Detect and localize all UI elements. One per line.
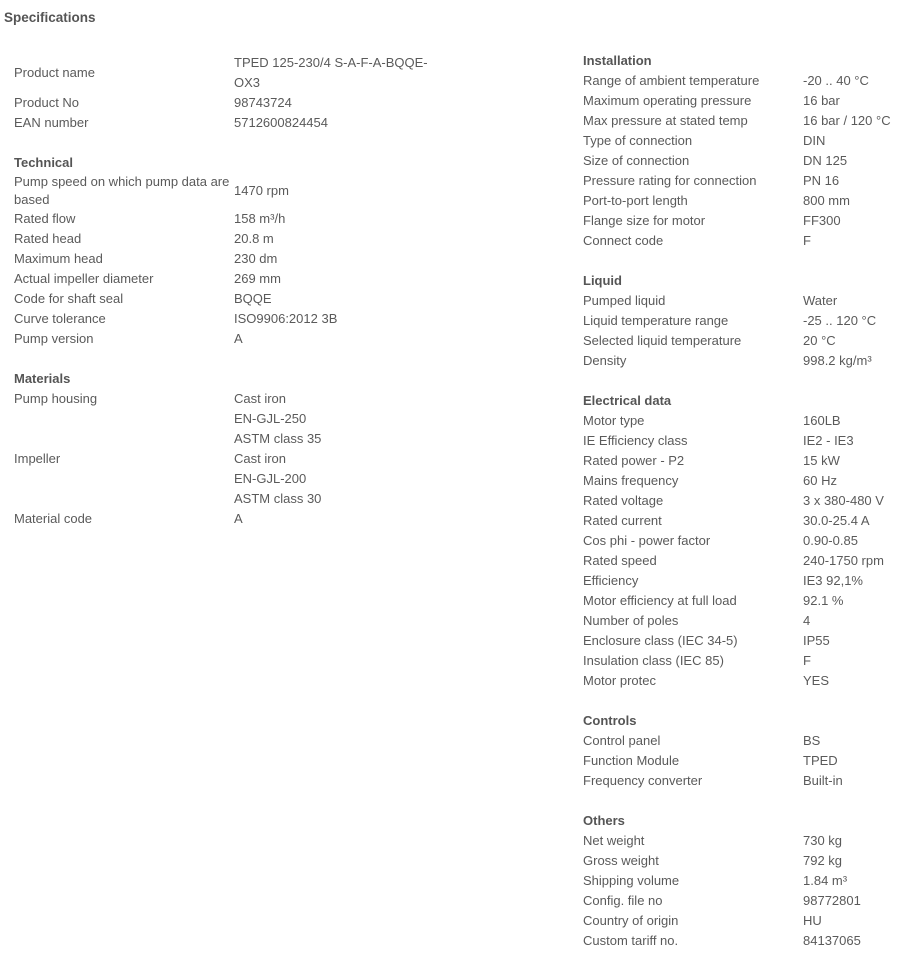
spec-label-line: Maximum head bbox=[14, 251, 103, 266]
spec-value-line: BQQE bbox=[234, 291, 272, 306]
spec-label: Density bbox=[583, 353, 627, 368]
spec-label: Port-to-port length bbox=[583, 193, 688, 208]
section-gap bbox=[14, 133, 444, 153]
spec-row bbox=[583, 911, 908, 931]
spec-row bbox=[583, 491, 908, 511]
spec-label-line: Code for shaft seal bbox=[14, 291, 124, 306]
spec-row bbox=[583, 931, 908, 951]
spec-row bbox=[583, 731, 908, 751]
spec-value-line: 20.8 m bbox=[234, 231, 274, 246]
spec-label: Rated power - P2 bbox=[583, 453, 685, 468]
spec-label: Motor efficiency at full load bbox=[583, 593, 737, 608]
spec-label: Number of poles bbox=[583, 613, 679, 628]
section-title-electrical-data: Electrical data bbox=[583, 393, 672, 408]
spec-value bbox=[234, 229, 274, 249]
spec-row bbox=[583, 771, 908, 791]
spec-label: Control panel bbox=[583, 733, 661, 748]
spec-row bbox=[583, 651, 908, 671]
spec-row bbox=[14, 449, 444, 509]
spec-label: Rated voltage bbox=[583, 493, 664, 508]
spec-value: 16 bar / 120 °C bbox=[803, 113, 891, 128]
spec-label-line: Pump housing bbox=[14, 391, 98, 406]
spec-row bbox=[14, 509, 444, 529]
spec-row bbox=[583, 171, 908, 191]
spec-label bbox=[14, 509, 234, 529]
spec-label-line: Rated flow bbox=[14, 211, 76, 226]
spec-row bbox=[583, 71, 908, 91]
spec-label: Motor protec bbox=[583, 673, 656, 688]
spec-value: 792 kg bbox=[803, 853, 843, 868]
spec-label: Frequency converter bbox=[583, 773, 703, 788]
spec-label bbox=[14, 229, 234, 249]
spec-value: 20 °C bbox=[803, 333, 836, 348]
spec-value-line: 98743724 bbox=[234, 95, 292, 110]
spec-label-line: Pump speed on which pump data are bbox=[14, 174, 230, 189]
spec-value-line: A bbox=[234, 511, 243, 526]
spec-label: Efficiency bbox=[583, 573, 639, 588]
spec-value bbox=[234, 329, 243, 349]
spec-row bbox=[14, 113, 444, 133]
spec-value: 30.0-25.4 A bbox=[803, 513, 870, 528]
spec-row bbox=[583, 211, 908, 231]
spec-value: 98772801 bbox=[803, 893, 861, 908]
spec-value: TPED bbox=[803, 753, 838, 768]
spec-row bbox=[583, 411, 908, 431]
spec-value: DIN bbox=[803, 133, 826, 148]
spec-value: FF300 bbox=[803, 213, 841, 228]
section-gap bbox=[583, 791, 908, 811]
spec-row bbox=[14, 389, 444, 449]
right-content bbox=[583, 51, 908, 951]
spec-label: Max pressure at stated temp bbox=[583, 113, 748, 128]
spec-value-line: 269 mm bbox=[234, 271, 281, 286]
spec-value: 998.2 kg/m³ bbox=[803, 353, 872, 368]
spec-value bbox=[234, 113, 328, 133]
page-title: Specifications bbox=[4, 10, 96, 25]
spec-value: HU bbox=[803, 913, 822, 928]
spec-value: F bbox=[803, 653, 811, 668]
spec-label: Config. file no bbox=[583, 893, 663, 908]
spec-value: F bbox=[803, 233, 811, 248]
spec-label-line: Pump version bbox=[14, 331, 94, 346]
spec-value-line: 158 m³/h bbox=[234, 211, 286, 226]
spec-label-line: Material code bbox=[14, 511, 93, 526]
spec-label: Pressure rating for connection bbox=[583, 173, 757, 188]
spec-label: Range of ambient temperature bbox=[583, 73, 760, 88]
spec-row bbox=[583, 231, 908, 251]
spec-value-line: TPED 125-230/4 S-A-F-A-BQQE- bbox=[234, 55, 428, 70]
spec-value: Built-in bbox=[803, 773, 843, 788]
spec-row bbox=[583, 571, 908, 591]
section-gap bbox=[14, 349, 444, 369]
spec-value: 240-1750 rpm bbox=[803, 553, 884, 568]
spec-value bbox=[234, 181, 289, 201]
spec-label: Function Module bbox=[583, 753, 680, 768]
spec-label: Shipping volume bbox=[583, 873, 680, 888]
spec-row bbox=[14, 229, 444, 249]
spec-label: Size of connection bbox=[583, 153, 690, 168]
spec-row bbox=[583, 351, 908, 371]
spec-value: BS bbox=[803, 733, 821, 748]
spec-row bbox=[583, 511, 908, 531]
left-content bbox=[14, 53, 444, 529]
spec-value: 16 bar bbox=[803, 93, 840, 108]
spec-value-line: Cast iron bbox=[234, 391, 287, 406]
spec-label-line: based bbox=[14, 192, 50, 207]
spec-label: Flange size for motor bbox=[583, 213, 706, 228]
spec-value: DN 125 bbox=[803, 153, 848, 168]
section-gap bbox=[583, 691, 908, 711]
section-title-controls: Controls bbox=[583, 713, 637, 728]
spec-label bbox=[14, 173, 234, 209]
spec-label-line: Actual impeller diameter bbox=[14, 271, 154, 286]
spec-row bbox=[14, 269, 444, 289]
spec-label: Gross weight bbox=[583, 853, 659, 868]
spec-value bbox=[234, 449, 321, 509]
spec-value: 160LB bbox=[803, 413, 841, 428]
spec-label: Connect code bbox=[583, 233, 664, 248]
spec-label bbox=[14, 329, 234, 349]
spec-row bbox=[583, 671, 908, 691]
spec-value: YES bbox=[803, 673, 830, 688]
spec-value-line: Cast iron bbox=[234, 451, 287, 466]
spec-label bbox=[14, 249, 234, 269]
spec-value bbox=[234, 209, 285, 229]
spec-label bbox=[14, 209, 234, 229]
section-title-liquid: Liquid bbox=[583, 273, 622, 288]
spec-value bbox=[234, 389, 321, 449]
spec-row bbox=[583, 151, 908, 171]
spec-label: EAN number bbox=[14, 115, 89, 130]
spec-value-line: EN-GJL-200 bbox=[234, 471, 307, 486]
spec-value bbox=[234, 269, 281, 289]
spec-row bbox=[583, 751, 908, 771]
spec-row bbox=[583, 851, 908, 871]
spec-row bbox=[583, 431, 908, 451]
spec-label: Rated current bbox=[583, 513, 662, 528]
spec-value: IP55 bbox=[803, 633, 830, 648]
spec-value: 800 mm bbox=[803, 193, 850, 208]
spec-row bbox=[583, 631, 908, 651]
spec-row bbox=[583, 871, 908, 891]
spec-label: Maximum operating pressure bbox=[583, 93, 752, 108]
spec-value-line: 5712600824454 bbox=[234, 115, 328, 130]
spec-row bbox=[14, 289, 444, 309]
spec-label: Rated speed bbox=[583, 553, 657, 568]
spec-value-line: OX3 bbox=[234, 75, 261, 90]
spec-label: Motor type bbox=[583, 413, 645, 428]
section-title-others: Others bbox=[583, 813, 625, 828]
spec-label: Insulation class (IEC 85) bbox=[583, 653, 724, 668]
spec-row bbox=[583, 611, 908, 631]
spec-label-line: Impeller bbox=[14, 451, 61, 466]
spec-label: Product name bbox=[14, 65, 95, 80]
spec-row bbox=[583, 591, 908, 611]
spec-row bbox=[14, 209, 444, 229]
spec-row bbox=[14, 93, 444, 113]
spec-label bbox=[14, 309, 234, 329]
spec-value: -25 .. 120 °C bbox=[803, 313, 877, 328]
spec-row bbox=[583, 311, 908, 331]
spec-label: Product No bbox=[14, 95, 80, 110]
spec-label: Net weight bbox=[583, 833, 645, 848]
spec-value-line: 1470 rpm bbox=[234, 183, 289, 198]
section-gap bbox=[583, 251, 908, 271]
spec-value bbox=[234, 509, 243, 529]
spec-value: 730 kg bbox=[803, 833, 843, 848]
spec-row bbox=[14, 173, 444, 209]
spec-label: Type of connection bbox=[583, 133, 693, 148]
spec-value bbox=[234, 93, 292, 113]
spec-value: PN 16 bbox=[803, 173, 840, 188]
spec-row bbox=[583, 891, 908, 911]
spec-row bbox=[583, 91, 908, 111]
spec-value: 60 Hz bbox=[803, 473, 837, 488]
spec-value-line: EN-GJL-250 bbox=[234, 411, 307, 426]
spec-value: 1.84 m³ bbox=[803, 873, 848, 888]
spec-value: -20 .. 40 °C bbox=[803, 73, 869, 88]
spec-label: Selected liquid temperature bbox=[583, 333, 742, 348]
section-title-installation: Installation bbox=[583, 53, 652, 68]
spec-value: 3 x 380-480 V bbox=[803, 493, 884, 508]
spec-label bbox=[14, 269, 234, 289]
section-title-technical: Technical bbox=[14, 155, 74, 170]
spec-value: 0.90-0.85 bbox=[803, 533, 858, 548]
spec-row bbox=[583, 531, 908, 551]
section-gap bbox=[583, 371, 908, 391]
spec-row bbox=[583, 471, 908, 491]
spec-row bbox=[14, 249, 444, 269]
spec-row bbox=[583, 291, 908, 311]
spec-label bbox=[14, 449, 234, 469]
spec-label: Mains frequency bbox=[583, 473, 679, 488]
spec-row bbox=[583, 191, 908, 211]
spec-value: IE3 92,1% bbox=[803, 573, 863, 588]
spec-label: Custom tariff no. bbox=[583, 933, 679, 948]
spec-label bbox=[14, 389, 234, 409]
spec-row bbox=[583, 111, 908, 131]
spec-label: Pumped liquid bbox=[583, 293, 666, 308]
spec-value-line: ISO9906:2012 3B bbox=[234, 311, 338, 326]
spec-value bbox=[234, 289, 272, 309]
spec-row bbox=[583, 451, 908, 471]
spec-label: Country of origin bbox=[583, 913, 679, 928]
spec-row bbox=[14, 329, 444, 349]
spec-row bbox=[14, 53, 444, 93]
spec-label bbox=[14, 289, 234, 309]
spec-row bbox=[14, 309, 444, 329]
spec-value: 4 bbox=[803, 613, 811, 628]
spec-value-line: 230 dm bbox=[234, 251, 278, 266]
spec-row bbox=[583, 131, 908, 151]
spec-value-line: A bbox=[234, 331, 243, 346]
spec-label-line: Curve tolerance bbox=[14, 311, 106, 326]
spec-value: 84137065 bbox=[803, 933, 861, 948]
spec-value bbox=[234, 309, 337, 329]
spec-value-line: ASTM class 35 bbox=[234, 431, 322, 446]
spec-value: Water bbox=[803, 293, 838, 308]
spec-label: Cos phi - power factor bbox=[583, 533, 711, 548]
spec-value bbox=[234, 249, 277, 269]
spec-label: IE Efficiency class bbox=[583, 433, 688, 448]
spec-row bbox=[583, 551, 908, 571]
spec-value bbox=[234, 53, 428, 93]
spec-value: 15 kW bbox=[803, 453, 840, 468]
spec-label-line: Rated head bbox=[14, 231, 82, 246]
spec-row bbox=[583, 831, 908, 851]
spec-value-line: ASTM class 30 bbox=[234, 491, 322, 506]
section-title-materials: Materials bbox=[14, 371, 71, 386]
spec-label: Liquid temperature range bbox=[583, 313, 729, 328]
spec-label: Enclosure class (IEC 34-5) bbox=[583, 633, 738, 648]
spec-row bbox=[583, 331, 908, 351]
spec-value: 92.1 % bbox=[803, 593, 844, 608]
spec-value: IE2 - IE3 bbox=[803, 433, 854, 448]
